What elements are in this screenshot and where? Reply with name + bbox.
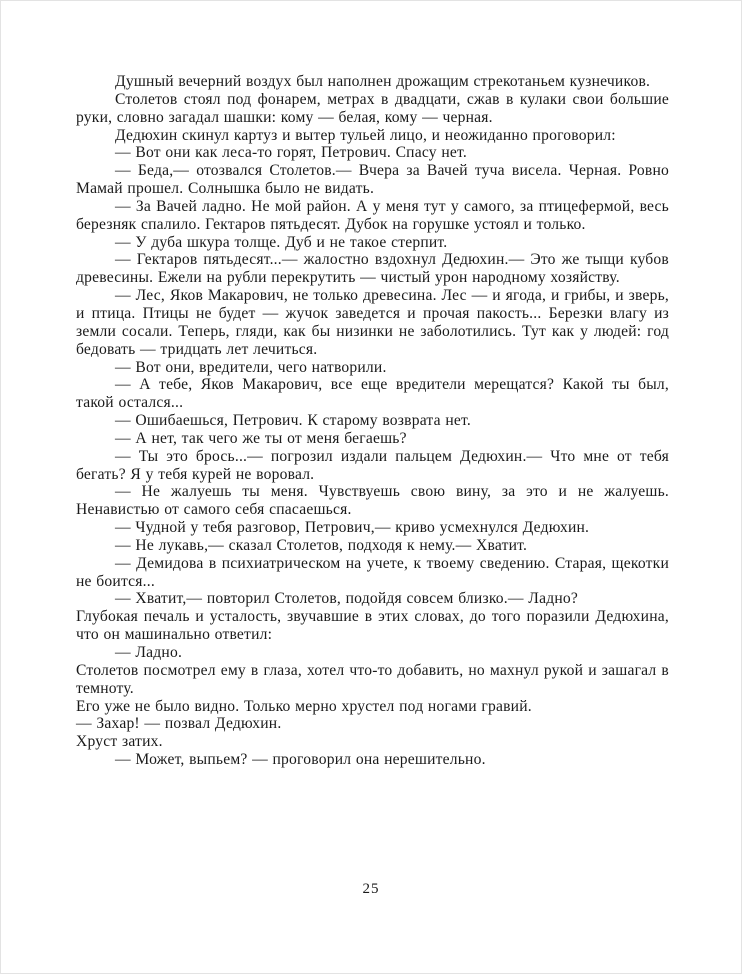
paragraph: — Вот они, вредители, чего натворили. (115, 358, 387, 376)
paragraph: — За Вачей ладно. Не мой район. А у меня тут у самого, за птицефермой, весь березняк спалило. Гектаров пятьдесят. Дубок на горушке устоял и только. (76, 197, 669, 233)
paragraph: — Не лукавь,— сказал Столетов, подходя к нему.— Хватит. (115, 536, 528, 554)
paragraph: — Хватит,— повторил Столетов, подойдя совсем близко.— Ладно? (115, 590, 578, 608)
paragraph: — Ладно. (115, 644, 183, 661)
page-text (76, 73, 669, 769)
page-number: 25 (362, 881, 380, 897)
paragraph: Глубокая печаль и усталость, звучавшие в этих словах, до того поразили Дедюхина, что он машинально ответил: (76, 608, 669, 644)
paragraph: — Чудной у тебя разговор, Петрович,— криво усмехнулся Дедюхин. (115, 519, 590, 537)
paragraph: — Ты это брось...— погрозил издали пальцем Дедюхин.— Что мне от тебя бегать? Я у тебя курей не воровал. (76, 447, 669, 483)
paragraph: Душный вечерний воздух был наполнен дрожащим стрекотаньем кузнечиков. (115, 73, 651, 90)
paragraph: — Ошибаешься, Петрович. К старому возврата нет. (115, 412, 471, 430)
paragraph: — Гектаров пятьдесят...— жалостно вздохнул Дедюхин.— Это же тыщи кубов древесины. Ежели на рубли перекрутить — чистый урон народному хозяйству. (76, 251, 669, 287)
paragraph: — Захар! — позвал Дедюхин. (76, 715, 282, 733)
paragraph: — А тебе, Яков Макарович, все еще вредители мерещатся? Какой ты был, такой остался... (76, 376, 669, 412)
paragraph: Его уже не было видно. Только мерно хрустел под ногами гравий. (76, 697, 532, 715)
paragraph: Дедюхин скинул картуз и вытер тульей лицо, и неожиданно проговорил: (115, 126, 616, 144)
paragraph: Хруст затих. (76, 733, 163, 751)
paragraph: — Не жалуешь ты меня. Чувствуешь свою вину, за это и не жалуешь. Ненавистью от самого себя спасаешься. (76, 483, 669, 519)
paragraph: — А нет, так чего же ты от меня бегаешь? (115, 429, 407, 447)
paragraph: — Может, выпьем? — проговорил она нерешительно. (115, 751, 486, 769)
paragraph: — У дуба шкура толще. Дуб и не такое стерпит. (115, 233, 448, 251)
paragraph: — Демидова в психиатрическом на учете, к твоему сведению. Старая, щекотки не боится... (76, 554, 669, 590)
paragraph: Столетов стоял под фонарем, метрах в двадцати, сжав в кулаки свои большие руки, словно загадал шашки: кому — белая, кому — черная. (76, 90, 669, 126)
paragraph: Столетов посмотрел ему в глаза, хотел что-то добавить, но махнул рукой и зашагал в темноту. (76, 661, 669, 697)
paragraph: — Лес, Яков Макарович, не только древесина. Лес — и ягода, и грибы, и зверь, и птица. Птицы не будет — жучок заведется и прочая пакость... Березки влагу из земли сосали. Теперь, гляди, как бы низинки не заболотились. Тут как у людей: год бедовать — тридцать лет лечиться. (76, 287, 669, 358)
paragraph: — Беда,— отозвался Столетов.— Вчера за Вачей туча висела. Черная. Ровно Мамай прошел. Солнышка было не видать. (76, 162, 669, 198)
paragraph: — Вот они как леса-то горят, Петрович. Спасу нет. (115, 144, 467, 162)
